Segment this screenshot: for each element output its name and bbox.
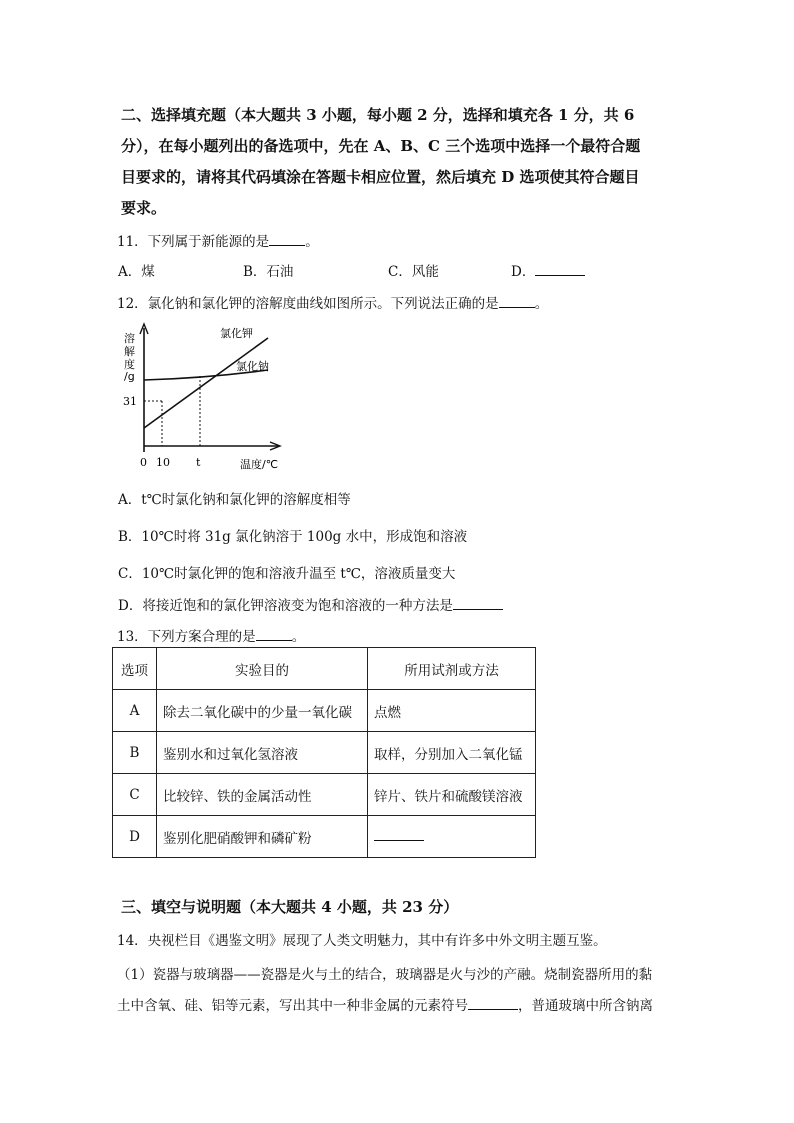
section2-heading-line: 要求。	[121, 199, 167, 217]
q11-option-d: D．	[511, 260, 585, 280]
section2-heading-line: 二、选择填充题（本大题共 3 小题，每小题 2 分，选择和填充各 1 分，共 6	[121, 106, 635, 124]
x-axis-label: 温度/℃	[240, 458, 279, 471]
q14-stem: 14．央视栏目《遇鉴文明》展现了人类文明魅力，其中有许多中外文明主题互鉴。	[117, 933, 607, 949]
section2-heading-line: 目要求的，请将其代码填涂在答题卡相应位置，然后填充 D 选项使其符合题目	[121, 168, 640, 186]
section2-heading-line: 分），在每小题列出的备选项中，先在 A、B、C 三个选项中选择一个最符合题	[121, 137, 641, 155]
q14-part1-line1: （1）瓷器与玻璃器——瓷器是火与土的结合，玻璃器是火与沙的产融。烧制瓷器所用的黏	[117, 967, 653, 983]
q11-option-a: A．煤	[118, 264, 155, 280]
table-cell: 鉴别化肥硝酸钾和磷矿粉	[157, 816, 368, 858]
x-tick-0: 0	[140, 456, 147, 469]
table-cell: A	[113, 690, 157, 732]
table-cell: 锌片、铁片和硫酸镁溶液	[368, 774, 536, 816]
x-tick-10: 10	[156, 456, 170, 469]
q12-option-d: D．将接近饱和的氯化钾溶液变为饱和溶液的一种方法是	[118, 594, 503, 614]
x-tick-t: t	[196, 456, 201, 469]
table-header: 实验目的	[157, 648, 368, 690]
table-cell: 点燃	[368, 690, 536, 732]
answer-blank[interactable]	[374, 828, 424, 841]
answer-blank[interactable]	[453, 597, 503, 610]
table-cell: C	[113, 774, 157, 816]
q11-option-b: B．石油	[243, 264, 294, 280]
table-cell: D	[113, 816, 157, 858]
q12-stem: 12．氯化钠和氯化钾的溶解度曲线如图所示。下列说法正确的是 。	[117, 296, 549, 312]
q11-stem: 11．下列属于新能源的是 。	[117, 234, 319, 250]
table-row	[113, 690, 536, 732]
kcl-curve	[144, 338, 268, 428]
q12-option-b: B．10℃时将 31g 氯化钠溶于 100g 水中，形成饱和溶液	[118, 529, 468, 545]
solubility-chart	[118, 320, 290, 472]
section3-heading: 三、填空与说明题（本大题共 4 小题，共 23 分）	[121, 898, 459, 916]
table-cell: 鉴别水和过氧化氢溶液	[157, 732, 368, 774]
answer-blank[interactable]	[499, 295, 535, 308]
series-label-kcl: 氯化钾	[220, 327, 253, 340]
y-tick-31: 31	[123, 395, 137, 408]
table-cell: 除去二氧化碳中的少量一氧化碳	[157, 690, 368, 732]
table-cell: 取样，分别加入二氧化锰	[368, 732, 536, 774]
experiment-table	[112, 647, 536, 858]
y-axis-label: 度	[124, 358, 135, 371]
series-label-nacl: 氯化钠	[236, 360, 269, 373]
table-cell: B	[113, 732, 157, 774]
section2-heading	[121, 100, 681, 224]
y-axis-label: 溶	[124, 332, 135, 345]
answer-blank[interactable]	[535, 263, 585, 276]
table-header: 选项	[113, 648, 157, 690]
y-axis-label: 解	[124, 345, 135, 358]
table-row	[113, 816, 536, 858]
table-cell: 比较锌、铁的金属活动性	[157, 774, 368, 816]
q13-stem: 13．下列方案合理的是 。	[117, 629, 306, 645]
table-row	[113, 774, 536, 816]
q14-part1-line2: 土中含氧、硅、铝等元素，写出其中一种非金属的元素符号 ，普通玻璃中所含钠离	[117, 998, 653, 1014]
table-row	[113, 732, 536, 774]
answer-blank[interactable]	[269, 233, 305, 246]
q11-option-c: C．风能	[388, 264, 439, 280]
table-header: 所用试剂或方法	[368, 648, 536, 690]
table-cell	[368, 816, 536, 858]
q12-option-c: C．10℃时氯化钾的饱和溶液升温至 t℃，溶液质量变大	[118, 566, 456, 582]
answer-blank[interactable]	[256, 628, 292, 641]
answer-blank[interactable]	[468, 997, 518, 1010]
table-header-row	[113, 648, 536, 690]
q12-option-a: A．t℃时氯化钠和氯化钾的溶解度相等	[118, 492, 351, 508]
y-axis-label: /g	[124, 370, 135, 383]
